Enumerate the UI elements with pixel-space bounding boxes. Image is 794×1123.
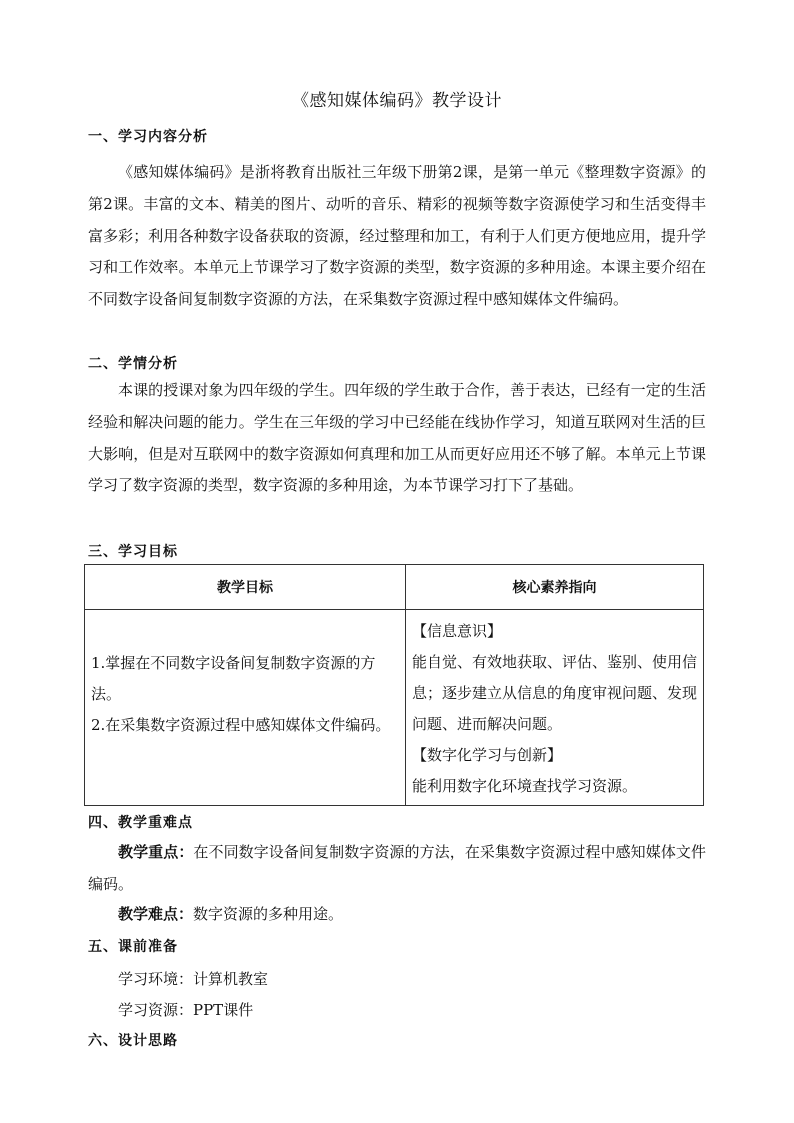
resources-line: 学习资源：PPT课件 [118, 1001, 254, 1019]
key-point-text: 在不同数字设备间复制数字资源的方法，在采集数字资源过程中感知媒体文件编码。 [88, 843, 706, 893]
key-point-paragraph [88, 837, 706, 901]
table-header-literacy: 核心素养指向 [406, 565, 704, 610]
section-heading-content-analysis: 一、学习内容分析 [88, 129, 208, 145]
table-header-row [85, 565, 704, 610]
literacy-text-information: 能自觉、有效地获取、评估、鉴别、使用信息；逐步建立从信息的角度审视问题、发现问题、进而解决问题。 [412, 653, 698, 733]
key-point-label: 教学重点： [118, 843, 194, 861]
page-title: 《感知媒体编码》教学设计 [292, 91, 502, 111]
section-heading-preparation: 五、课前准备 [88, 939, 178, 955]
literacy-tag-digital: 【数字化学习与创新】 [412, 746, 563, 764]
learner-analysis-paragraph: 本课的授课对象为四年级的学生。四年级的学生敢于合作，善于表达，已经有一定的生活经验和解决问题的能力。学生在三年级的学习中已经能在线协作学习，知道互联网对生活的巨大影响，但是对互联网中的数字资源如何真理和加工从而更好应用还不够了解。本单元上节课学习了数字资源的类型，数字资源的多种用途，为本节课学习打下了基础。 [88, 381, 706, 495]
literacy-cell [406, 610, 704, 806]
table-header-goals: 教学目标 [85, 565, 406, 610]
difficulty-label: 教学难点： [118, 905, 194, 923]
objectives-table [84, 564, 704, 806]
section-heading-design: 六、设计思路 [88, 1033, 178, 1049]
section-heading-key-points: 四、教学重难点 [88, 815, 193, 831]
difficulty-paragraph [88, 899, 706, 931]
content-analysis-paragraph: 《感知媒体编码》是浙将教育出版社三年级下册第2课，是第一单元《整理数字资源》的第2课。丰富的文本、精美的图片、动听的音乐、精彩的视频等数字资源使学习和生活变得丰富多彩；利用各种数字设备获取的资源，经过整理和加工，有利于人们更方便地应用，提升学习和工作效率。本单元上节课学习了数字资源的类型，数字资源的多种用途。本课主要介绍在不同数字设备间复制数字资源的方法，在采集数字资源过程中感知媒体文件编码。 [88, 163, 706, 309]
section-heading-objectives: 三、学习目标 [88, 544, 178, 560]
literacy-tag-information: 【信息意识】 [412, 622, 503, 640]
difficulty-text: 数字资源的多种用途。 [193, 905, 344, 923]
goal-item: 1.掌握在不同数字设备间复制数字资源的方法。 [91, 654, 376, 703]
section-heading-learner-analysis: 二、学情分析 [88, 356, 178, 372]
goals-cell [85, 610, 406, 806]
environment-line: 学习环境：计算机教室 [118, 970, 269, 988]
goal-item: 2.在采集数字资源过程中感知媒体文件编码。 [91, 716, 391, 734]
literacy-text-digital: 能利用数字化环境查找学习资源。 [412, 777, 638, 795]
table-row [85, 610, 704, 806]
